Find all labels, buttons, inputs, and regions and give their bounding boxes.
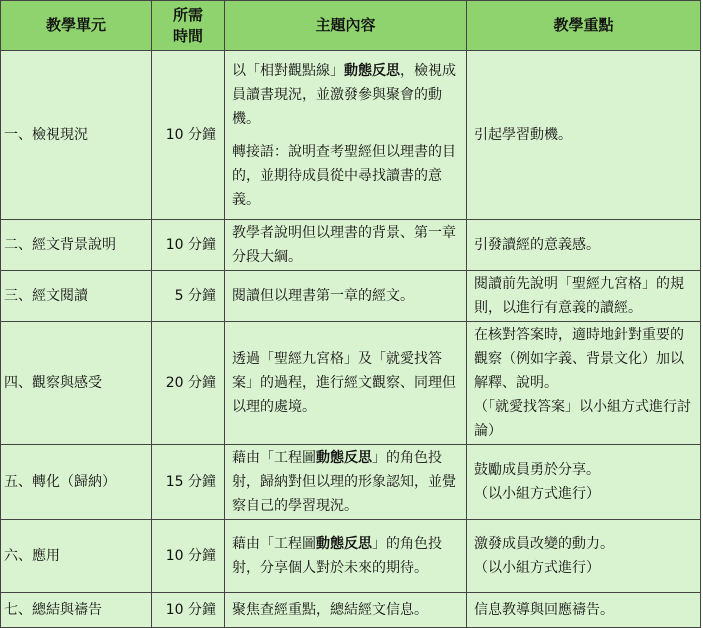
focus-paragraph: 閱讀前先說明「聖經九宮格」的規則，以進行有意義的讀經。 xyxy=(474,276,684,316)
content-paragraph: 透過「聖經九宮格」及「就愛找答案」的過程，進行經文觀察、同理但以理的處境。 xyxy=(232,351,456,415)
unit-cell: 六、應用 xyxy=(1,520,152,593)
focus-paragraph: （以小組方式進行） xyxy=(474,560,600,576)
content-cell xyxy=(225,322,467,445)
table-row xyxy=(1,51,701,220)
focus-cell xyxy=(467,520,701,593)
content-bold-text: 動態反思 xyxy=(344,62,400,79)
header-unit-label: 教學單元 xyxy=(45,16,106,34)
unit-cell: 五、轉化（歸納） xyxy=(1,445,152,520)
focus-paragraph: 鼓勵成員勇於分享。 xyxy=(474,462,600,478)
focus-paragraph: 在核對答案時，適時地針對重要的觀察（例如字義、背景文化）加以解釋、說明。 xyxy=(474,327,684,391)
content-text: 以「相對觀點線」 xyxy=(232,62,344,79)
content-cell xyxy=(225,520,467,593)
header-focus xyxy=(467,1,701,51)
content-bold-text: 動態反思 xyxy=(316,450,372,466)
focus-cell xyxy=(467,271,701,322)
content-text: 藉由「工程圖 xyxy=(232,536,316,552)
time-cell: 10 分鐘 xyxy=(152,520,225,593)
unit-cell: 三、經文閱讀 xyxy=(1,271,152,322)
content-paragraph: 教學者說明但以理書的背景、第一章分段大綱。 xyxy=(232,225,456,265)
table-row xyxy=(1,593,701,628)
focus-cell xyxy=(467,51,701,220)
table-row xyxy=(1,445,701,520)
focus-cell xyxy=(467,593,701,628)
focus-cell xyxy=(467,445,701,520)
unit-cell: 二、經文背景說明 xyxy=(1,220,152,271)
content-bold-text: 動態反思 xyxy=(316,536,372,552)
focus-cell xyxy=(467,322,701,445)
focus-paragraph: 信息教導與回應禱告。 xyxy=(474,602,614,618)
table-row xyxy=(1,322,701,445)
focus-paragraph: 引發讀經的意義感。 xyxy=(474,237,600,253)
header-content xyxy=(225,1,467,51)
table-row xyxy=(1,220,701,271)
time-cell: 10 分鐘 xyxy=(152,220,225,271)
table-row xyxy=(1,520,701,593)
unit-cell: 四、觀察與感受 xyxy=(1,322,152,445)
content-cell xyxy=(225,220,467,271)
header-focus-label: 教學重點 xyxy=(553,16,614,34)
content-text: ，檢視成員讀書現況，並激發參與聚會的動機。 xyxy=(232,62,456,127)
focus-paragraph: （「就愛找答案」以小組方式進行討論） xyxy=(474,399,691,439)
content-cell xyxy=(225,271,467,322)
table-row xyxy=(1,271,701,322)
content-paragraph xyxy=(232,532,461,580)
unit-cell: 一、檢視現況 xyxy=(1,51,152,220)
content-text: 」的角色投射，歸納對但以理的形象認知，並覺察自己的學習現況。 xyxy=(232,450,456,514)
time-cell: 10 分鐘 xyxy=(152,593,225,628)
content-cell xyxy=(225,51,467,220)
content-paragraph: 聚焦查經重點，總結經文信息。 xyxy=(232,602,428,618)
header-unit xyxy=(1,1,152,51)
header-row xyxy=(1,1,701,51)
time-cell: 15 分鐘 xyxy=(152,445,225,520)
header-time-line1: 所需 xyxy=(172,5,203,24)
content-cell xyxy=(225,445,467,520)
content-paragraph xyxy=(232,446,461,518)
focus-paragraph: 引起學習動機。 xyxy=(474,127,572,143)
header-time xyxy=(152,1,225,51)
content-text: 藉由「工程圖 xyxy=(232,450,316,466)
content-paragraph: 轉接語：說明查考聖經但以理書的目的，並期待成員從中尋找讀書的意義。 xyxy=(232,143,456,208)
focus-cell xyxy=(467,220,701,271)
header-time-line2: 時間 xyxy=(172,26,203,45)
time-cell: 5 分鐘 xyxy=(152,271,225,322)
time-cell: 10 分鐘 xyxy=(152,51,225,220)
content-paragraph xyxy=(232,59,461,131)
time-cell: 20 分鐘 xyxy=(152,322,225,445)
header-content-label: 主題內容 xyxy=(315,16,376,34)
content-paragraph: 閱讀但以理書第一章的經文。 xyxy=(232,288,414,304)
unit-cell: 七、總結與禱告 xyxy=(1,593,152,628)
content-text: 」的角色投射，分享個人對於未來的期待。 xyxy=(232,536,442,576)
focus-paragraph: 激發成員改變的動力。 xyxy=(474,536,614,552)
content-cell xyxy=(225,593,467,628)
focus-paragraph: （以小組方式進行） xyxy=(474,486,600,502)
